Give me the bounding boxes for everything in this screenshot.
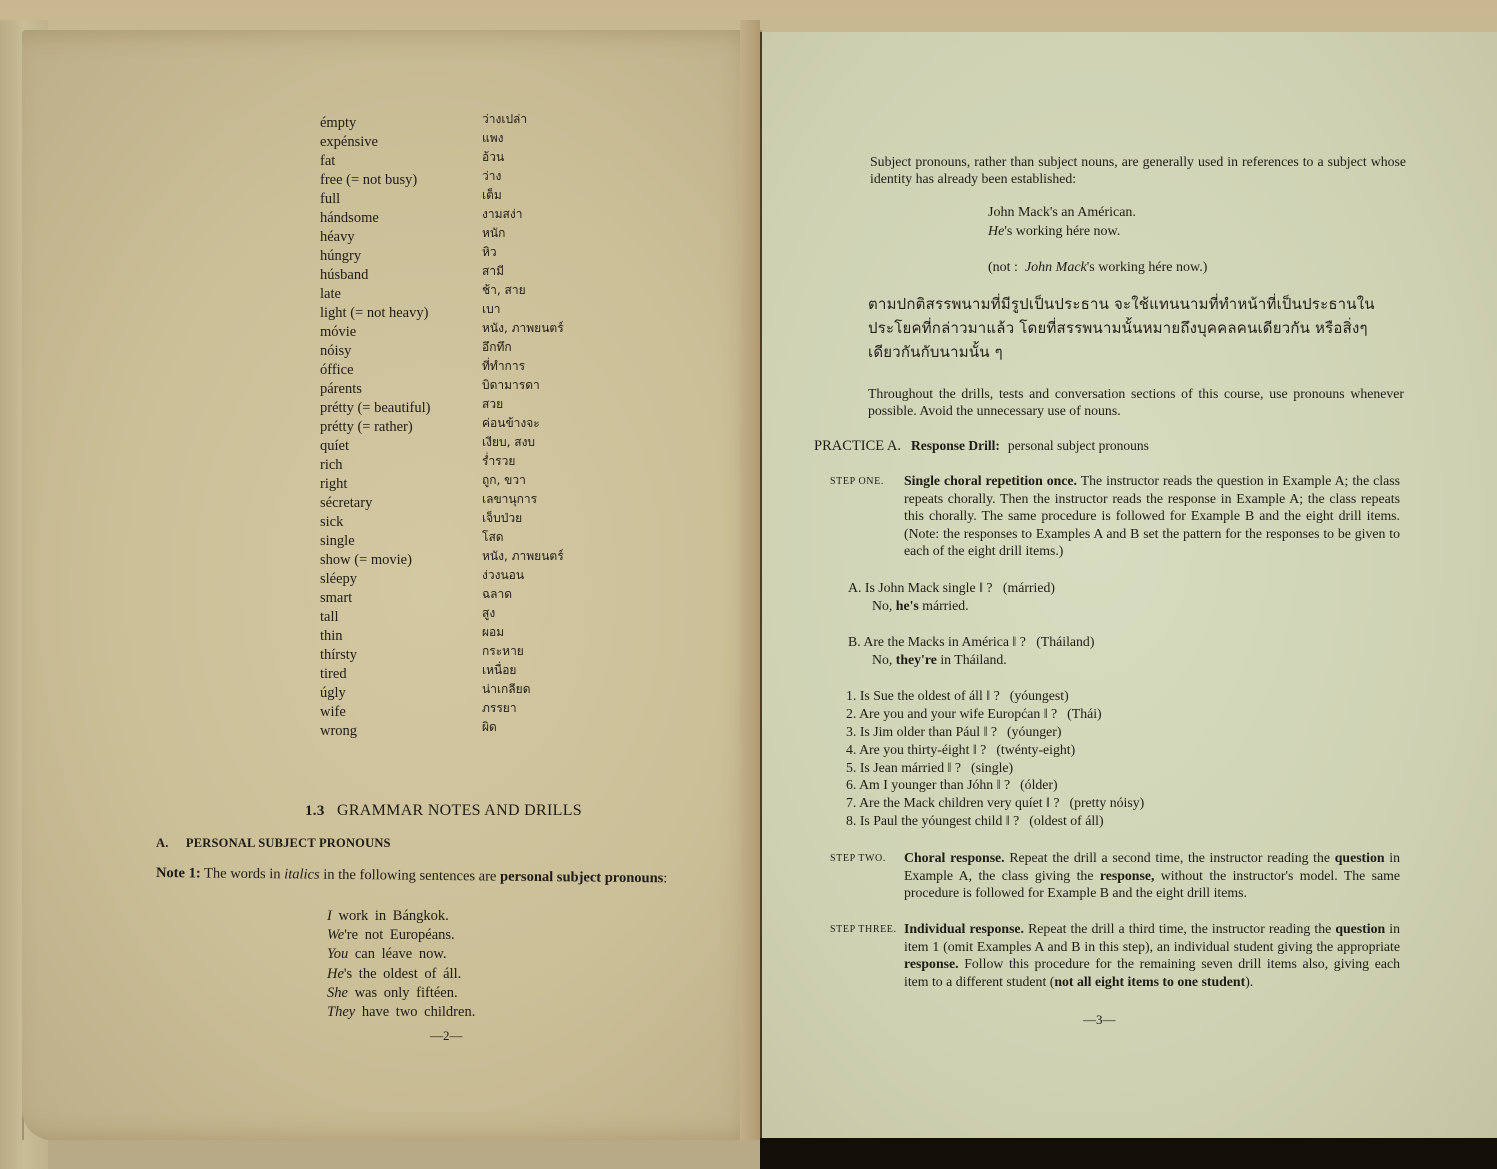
vocab-thai: เหนื่อย bbox=[482, 663, 517, 677]
not-italic: John Mack bbox=[1024, 260, 1087, 275]
example-question: Are the Macks in América ‖ ? bbox=[863, 634, 1026, 649]
vocab-thai: หนัก bbox=[482, 226, 506, 240]
vocab-thai: เงียบ, สงบ bbox=[482, 435, 536, 449]
vocab-thai: ค่อนข้างจะ bbox=[482, 416, 540, 430]
not-rest: 's working hére now.) bbox=[1086, 260, 1208, 275]
subsection-letter: A. bbox=[156, 836, 169, 850]
step-bold: response, bbox=[1099, 867, 1155, 883]
step-text: in Example A, the class giving the bbox=[904, 850, 1400, 883]
sentence-rest: 're not Européans. bbox=[344, 927, 455, 944]
not-label: (not : bbox=[988, 260, 1018, 275]
vocab-english: húsband bbox=[320, 267, 369, 283]
vocab-thai: โสด bbox=[482, 530, 504, 544]
vocab-thai: เต็ม bbox=[482, 188, 502, 202]
vocab-thai: สูง bbox=[482, 606, 496, 620]
example-sentence bbox=[327, 945, 475, 964]
note-text: The words in bbox=[200, 865, 285, 883]
vocab-english: late bbox=[320, 286, 341, 302]
vocab-english: single bbox=[320, 533, 355, 549]
step-three bbox=[830, 920, 1400, 990]
vocab-thai: แพง bbox=[482, 131, 504, 145]
example-sentence bbox=[327, 926, 475, 945]
section-heading bbox=[305, 802, 582, 820]
vocab-thai: กระหาย bbox=[482, 644, 524, 658]
drill-item bbox=[846, 723, 1144, 741]
sentence-rest: 's the oldest of áll. bbox=[343, 965, 462, 982]
vocab-english: smart bbox=[320, 590, 353, 606]
sentence-rest: work in Bángkok. bbox=[331, 908, 449, 924]
page-number-right: —3— bbox=[1083, 1012, 1116, 1027]
vocab-thai: หนัง, ภาพยนตร์ bbox=[482, 549, 564, 563]
drill-cue: (twénty-eight) bbox=[996, 741, 1076, 757]
drill-num: 8. bbox=[846, 813, 857, 829]
sentence-rest: can léave now. bbox=[348, 946, 447, 963]
example-letter: B. bbox=[848, 634, 861, 649]
example-sentence-2 bbox=[988, 222, 1120, 241]
sentence-rest: have two children. bbox=[355, 1003, 476, 1020]
subject-pronoun: He bbox=[327, 965, 344, 982]
vocab-thai: ว่างเปล่า bbox=[482, 112, 528, 126]
step-body bbox=[904, 920, 1400, 990]
vocab-english: tall bbox=[320, 609, 339, 625]
sentence-rest: was only fiftéen. bbox=[347, 984, 458, 1001]
example-sentence-1: John Mack's an Américan. bbox=[988, 205, 1136, 220]
vocab-english: húngry bbox=[320, 248, 362, 264]
note-text: : bbox=[663, 870, 668, 887]
vocab-thai: เบา bbox=[482, 302, 501, 316]
vocab-english: émpty bbox=[320, 115, 357, 131]
note-label: Note 1: bbox=[155, 865, 201, 882]
vocab-english: móvie bbox=[320, 324, 357, 340]
example-question: Is John Mack single ‖ ? bbox=[864, 580, 993, 595]
vocab-english: héavy bbox=[320, 229, 355, 245]
vocab-thai: บิดามารดา bbox=[482, 378, 540, 392]
vocab-english: úgly bbox=[320, 685, 346, 701]
drill-num: 4. bbox=[846, 741, 857, 757]
example-letter: A. bbox=[848, 580, 862, 595]
vocab-english: prétty (= beautiful) bbox=[320, 400, 431, 416]
intro-paragraph: Subject pronouns, rather than subject nouns, are generally used in references to a subject whose identity has already been established: bbox=[870, 154, 1406, 186]
step-text: Repeat the drill a second time, the instructor reading the bbox=[1004, 850, 1335, 865]
vocab-english: sléepy bbox=[320, 571, 358, 587]
vocab-thai: ว่าง bbox=[482, 169, 502, 183]
drill-cue: (yóunger) bbox=[1007, 723, 1062, 739]
step-bold: question bbox=[1334, 850, 1385, 865]
vocab-thai: ภรรยา bbox=[482, 701, 517, 715]
step-bold: response. bbox=[904, 956, 959, 971]
counter-example bbox=[988, 258, 1207, 277]
example-pronoun: He bbox=[988, 224, 1005, 239]
example-cue: (márried) bbox=[1002, 580, 1055, 595]
vocab-thai: อึกทึก bbox=[482, 340, 512, 354]
vocab-thai: ที่ทำการ bbox=[482, 359, 526, 373]
vocab-english: wrong bbox=[320, 723, 358, 739]
answer-text: in Tháiland. bbox=[936, 651, 1007, 667]
drill-question: Is Jim older than Pául ‖ ? bbox=[859, 723, 998, 739]
section-title: GRAMMAR NOTES AND DRILLS bbox=[336, 802, 582, 819]
drill-item bbox=[846, 812, 1144, 830]
drill-item bbox=[846, 687, 1144, 705]
vocab-english: right bbox=[320, 476, 348, 492]
subject-pronoun: We bbox=[327, 927, 345, 944]
section-number: 1.3 bbox=[305, 803, 325, 819]
step-two bbox=[830, 849, 1400, 902]
drill-question: Is Jean márried ‖ ? bbox=[859, 759, 961, 775]
vocab-english: prétty (= rather) bbox=[320, 419, 413, 435]
example-rest: 's working hére now. bbox=[1004, 224, 1121, 239]
drill-num: 2. bbox=[846, 705, 857, 721]
subject-pronoun: They bbox=[327, 1003, 356, 1020]
vocab-thai: อ้วน bbox=[482, 150, 505, 164]
answer-text: No, bbox=[872, 597, 896, 613]
vocab-thai: งามสง่า bbox=[482, 207, 523, 221]
example-a bbox=[848, 579, 1055, 614]
vocab-english: tired bbox=[320, 666, 347, 682]
step-text: The instructor reads the question in Example A; the class repeats chorally. Then the instructor reads the response in Example A; the class repeats this chorally. The same procedure is followed for Example B and the eight drill items. (Note: the responses to Examples A and B set the pattern for the responses to be given to each of the eight drill items.) bbox=[904, 473, 1400, 558]
vocab-english: sécretary bbox=[320, 495, 373, 511]
drill-item bbox=[846, 741, 1144, 759]
step-text: Repeat the drill a third time, the instructor reading the bbox=[1024, 921, 1336, 936]
subsection-title: PERSONAL SUBJECT PRONOUNS bbox=[185, 836, 391, 850]
vocab-thai: ผิด bbox=[482, 720, 497, 734]
drill-cue: (ólder) bbox=[1020, 777, 1058, 793]
drill-num: 5. bbox=[846, 759, 857, 775]
example-b bbox=[848, 633, 1094, 668]
step-bold: question bbox=[1335, 921, 1386, 936]
drill-num: 1. bbox=[846, 688, 857, 703]
drill-item bbox=[846, 705, 1144, 723]
practice-topic: personal subject pronouns bbox=[1007, 438, 1149, 453]
vocab-thai: ง่วงนอน bbox=[482, 568, 525, 582]
step-text: without the instructor's model. The same procedure is followed for Example B and the eight drill items. bbox=[904, 867, 1400, 900]
vocab-thai: สามี bbox=[482, 264, 504, 278]
note-text: in the following sentences are bbox=[319, 866, 501, 885]
example-sentence bbox=[327, 965, 475, 984]
answer-pronoun: they're bbox=[895, 651, 937, 667]
vocab-english: rich bbox=[320, 457, 343, 473]
drill-question: Are you thirty-éight ‖ ? bbox=[859, 741, 987, 757]
step-body bbox=[904, 472, 1400, 560]
vocab-english: expénsive bbox=[320, 134, 378, 150]
vocab-thai: ช้า, สาย bbox=[482, 283, 526, 297]
vocab-thai: หนัง, ภาพยนตร์ bbox=[482, 321, 564, 335]
vocab-english: fat bbox=[320, 153, 336, 169]
step-one bbox=[830, 472, 1400, 560]
thai-explanation: ตามปกติสรรพนามที่มีรูปเป็นประธาน จะใช้แทนนามที่ทำหน้าที่เป็นประธานในประโยคที่กล่าวมาแล้ว โดยที่สรรพนามนั้นหมายถึงบุคคลคนเดียวกัน หรือสิ่งๆ เดียวกันกับนามนั้น ๆ bbox=[868, 295, 1375, 361]
drill-question: Am I younger than Jóhn ‖ ? bbox=[859, 777, 1011, 793]
step-label: STEP TWO. bbox=[830, 853, 886, 864]
subject-pronoun: She bbox=[327, 984, 348, 1001]
step-bold: Individual response. bbox=[904, 921, 1025, 936]
drill-items bbox=[846, 687, 1144, 830]
note-bold: personal subject pronouns bbox=[499, 868, 664, 887]
vocab-english: sick bbox=[320, 514, 344, 530]
step-text: in item 1 (omit Examples A and B in this step), an individual student giving the appropriate bbox=[904, 921, 1400, 954]
step-label: STEP ONE. bbox=[830, 476, 884, 487]
vocab-english: óffice bbox=[320, 362, 354, 378]
drill-num: 6. bbox=[846, 777, 857, 793]
drill-item bbox=[846, 759, 1144, 777]
example-cue: (Tháiland) bbox=[1036, 634, 1095, 649]
vocab-thai: ร่ำรวย bbox=[482, 454, 516, 468]
subsection-heading bbox=[156, 834, 391, 852]
step-bold: not all eight items to one student bbox=[1054, 973, 1246, 989]
vocabulary-english-column bbox=[320, 114, 430, 741]
step-label: STEP THREE. bbox=[830, 924, 897, 935]
vocab-thai: หิว bbox=[482, 245, 497, 259]
vocab-english: párents bbox=[320, 381, 362, 397]
drill-question: Is Sue the oldest of áll ‖ ? bbox=[859, 688, 1000, 703]
practice-heading bbox=[814, 437, 1149, 455]
drill-question: Are you and your wife Europćan ‖ ? bbox=[859, 705, 1058, 721]
drill-question: Is Paul the yóungest child ‖ ? bbox=[859, 813, 1020, 829]
vocab-thai: เจ็บป่วย bbox=[482, 511, 523, 525]
drill-item bbox=[846, 776, 1144, 794]
answer-pronoun: he's bbox=[895, 597, 919, 613]
subject-pronoun: I bbox=[327, 908, 332, 924]
practice-label: PRACTICE A. bbox=[814, 438, 902, 454]
answer-text: márried. bbox=[918, 597, 969, 613]
vocab-thai: ถูก, ขวา bbox=[482, 473, 526, 487]
practice-type: Response Drill: bbox=[911, 438, 1000, 453]
drill-question: Are the Mack children very quíet ‖ ? bbox=[859, 795, 1060, 811]
note-italic: italics bbox=[284, 866, 320, 883]
vocab-english: quíet bbox=[320, 438, 349, 454]
vocab-english: nóisy bbox=[320, 343, 352, 359]
vocab-english: wife bbox=[320, 704, 346, 720]
bottom-shadow bbox=[760, 1138, 1497, 1169]
vocab-english: light (= not heavy) bbox=[320, 305, 429, 321]
step-bold: Single choral repetition once. bbox=[904, 473, 1077, 488]
vocab-thai: เลขานุการ bbox=[482, 492, 538, 506]
step-bold: Choral response. bbox=[904, 850, 1005, 865]
vocab-thai: น่าเกลียด bbox=[482, 682, 531, 696]
drill-item bbox=[846, 794, 1144, 812]
example-sentence bbox=[327, 907, 475, 926]
drill-cue: (single) bbox=[971, 759, 1014, 775]
vocab-thai: ผอม bbox=[482, 625, 505, 639]
vocab-english: hándsome bbox=[320, 210, 379, 226]
drill-cue: (Thái) bbox=[1067, 705, 1102, 721]
drill-num: 3. bbox=[846, 723, 857, 739]
usage-paragraph: Throughout the drills, tests and conversation sections of this course, use pronouns whenever possible. Avoid the unnecessary use of nouns. bbox=[868, 386, 1404, 418]
step-text: ). bbox=[1245, 973, 1254, 989]
vocab-english: full bbox=[320, 191, 341, 207]
vocab-thai: ฉลาด bbox=[482, 587, 513, 601]
drill-cue: (oldest of áll) bbox=[1029, 813, 1104, 829]
step-body bbox=[904, 849, 1400, 902]
example-sentence bbox=[327, 984, 475, 1003]
vocab-english: free (= not busy) bbox=[320, 172, 418, 188]
drill-num: 7. bbox=[846, 795, 857, 811]
vocab-english: thin bbox=[320, 628, 343, 644]
book-gutter bbox=[740, 20, 760, 1140]
example-sentence bbox=[327, 1003, 475, 1022]
vocab-english: thírsty bbox=[320, 647, 358, 663]
vocabulary-thai-column bbox=[482, 110, 564, 737]
step-text: Follow this procedure for the remaining seven drill items also, giving each item to a different student ( bbox=[904, 956, 1400, 989]
subject-pronoun: You bbox=[327, 946, 349, 963]
answer-text: No, bbox=[872, 651, 896, 667]
pronoun-examples bbox=[327, 907, 475, 1022]
drill-cue: (yóungest) bbox=[1009, 688, 1069, 703]
page-number-left: —2— bbox=[430, 1028, 463, 1043]
drill-cue: (pretty nóisy) bbox=[1069, 795, 1145, 811]
vocab-thai: สวย bbox=[482, 397, 504, 411]
vocab-english: show (= movie) bbox=[320, 552, 412, 568]
